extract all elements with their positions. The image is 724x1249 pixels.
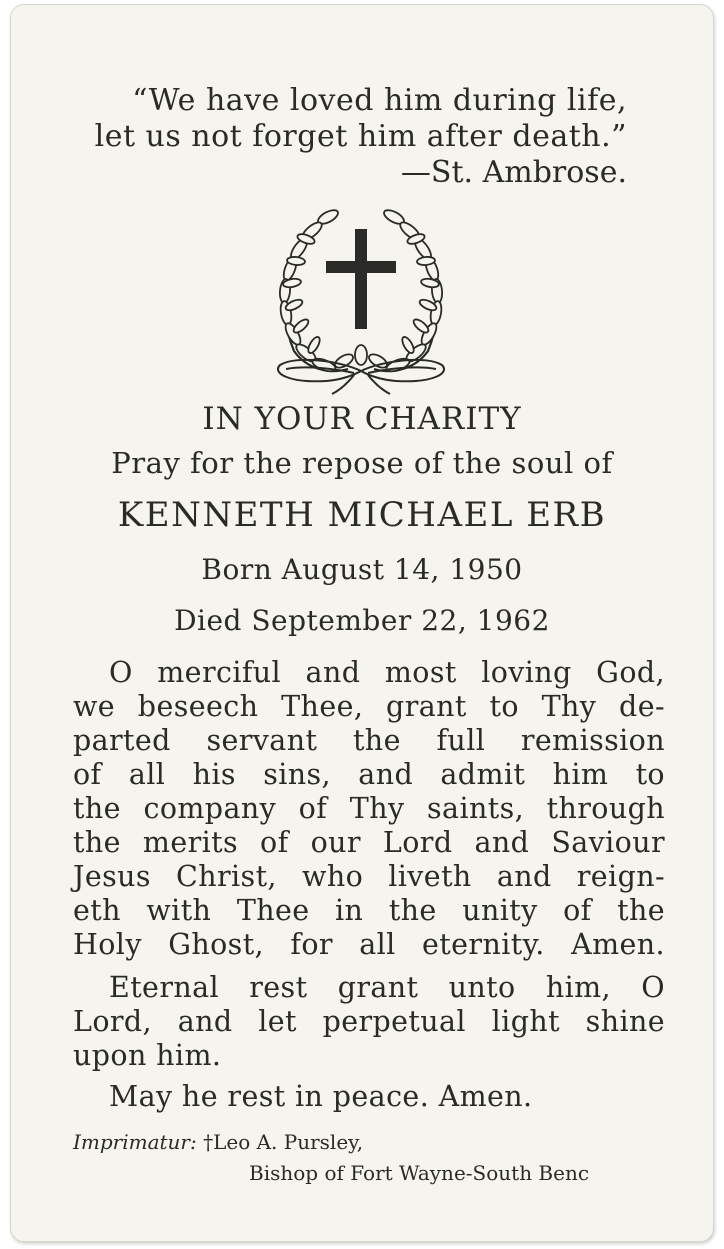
prayer-line: upon him. xyxy=(73,1039,222,1072)
prayer-paragraph-3 xyxy=(73,1080,665,1114)
prayer-line: Eternal rest grant unto him, O xyxy=(109,971,665,1004)
prayer-paragraph-2 xyxy=(73,971,665,1073)
birth-date: Born August 14, 1950 xyxy=(201,553,523,586)
cross-in-laurel-wreath-icon xyxy=(266,203,456,395)
deceased-name: KENNETH MICHAEL ERB xyxy=(117,495,607,535)
prayer-line: the merits of our Lord and Saviour xyxy=(73,826,665,859)
imprimatur-name: †Leo A. Pursley, xyxy=(203,1130,364,1154)
prayer-card xyxy=(10,4,714,1242)
bishop-title: Bishop of Fort Wayne-South Benc xyxy=(249,1161,590,1185)
prayer-line: May he rest in peace. Amen. xyxy=(109,1080,533,1113)
imprimatur-line xyxy=(73,1130,363,1154)
prayer-line: eth with Thee in the unity of the xyxy=(73,894,665,927)
prayer-line: Lord, and let perpetual light shine xyxy=(73,1005,665,1038)
death-date: Died September 22, 1962 xyxy=(174,604,550,637)
quote-block xyxy=(67,83,627,155)
pray-for-repose-line: Pray for the repose of the soul of xyxy=(111,446,613,480)
in-your-charity-heading: IN YOUR CHARITY xyxy=(202,401,522,437)
prayer-line: of all his sins, and admit him to xyxy=(73,758,665,791)
prayer-line: Jesus Christ, who liveth and reign- xyxy=(73,860,665,893)
prayer-line: Holy Ghost, for all eternity. Amen. xyxy=(73,928,665,961)
imprimatur-label: Imprimatur: xyxy=(73,1130,197,1154)
prayer-line: parted servant the full remission xyxy=(73,724,665,757)
prayer-line: the company of Thy saints, through xyxy=(73,792,665,825)
prayer-line: we beseech Thee, grant to Thy de- xyxy=(73,690,665,723)
quote-attribution: —St. Ambrose. xyxy=(400,155,627,190)
prayer-paragraph-1 xyxy=(73,656,665,962)
quote-line-1: “We have loved him during life, xyxy=(132,83,627,118)
prayer-line: O merciful and most loving God, xyxy=(109,656,665,689)
quote-line-2: let us not forget him after death.” xyxy=(94,119,627,154)
